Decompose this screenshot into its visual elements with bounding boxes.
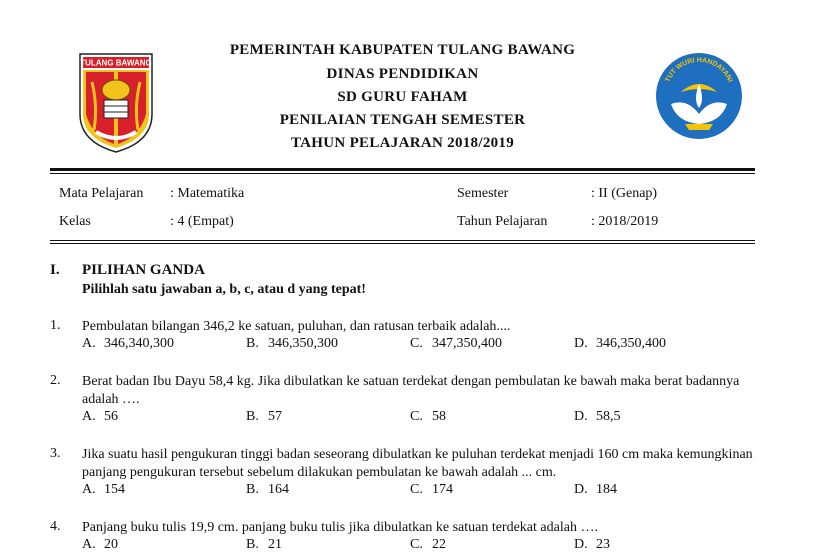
header-exam: PENILAIAN TENGAH SEMESTER [279, 112, 526, 128]
option-letter: C. [410, 409, 423, 424]
option-letter: A. [82, 537, 96, 552]
svg-text:TUT WURI HANDAYANI: TUT WURI HANDAYANI [664, 56, 734, 84]
option-value: 346,350,300 [268, 336, 338, 351]
option-b [246, 482, 289, 498]
option-value: 184 [596, 482, 617, 497]
question-text: Berat badan Ibu Dayu 58,4 kg. Jika dibulatkan ke satuan terdekat dengan pembulatan ke bawah maka berat badannya adalah …. [82, 374, 740, 407]
option-letter: C. [410, 482, 423, 497]
option-letter: B. [246, 409, 259, 424]
option-value: 347,350,400 [432, 336, 502, 351]
option-letter: D. [574, 537, 588, 552]
question-number: 2. [50, 373, 61, 388]
option-value: 174 [432, 482, 453, 497]
option-letter: B. [246, 537, 259, 552]
option-c [410, 409, 446, 425]
question-number: 3. [50, 446, 61, 461]
option-b [246, 336, 338, 352]
option-value: 56 [104, 409, 118, 424]
option-value: 346,340,300 [104, 336, 174, 351]
option-value: 20 [104, 537, 118, 552]
semester-value: : II (Genap) [591, 186, 658, 201]
option-d [574, 482, 617, 498]
svg-text:TULANG BAWANG: TULANG BAWANG [80, 58, 152, 68]
semester-label: Semester [457, 186, 509, 201]
option-d [574, 537, 610, 553]
option-value: 346,350,400 [596, 336, 666, 351]
option-d [574, 336, 666, 352]
class-label: Kelas [59, 214, 91, 229]
option-letter: A. [82, 482, 96, 497]
option-value: 164 [268, 482, 289, 497]
subject-value: : Matematika [170, 186, 245, 201]
option-value: 23 [596, 537, 610, 552]
option-letter: C. [410, 537, 423, 552]
option-letter: D. [574, 336, 588, 351]
header-rule-thick [50, 168, 755, 171]
option-a [82, 409, 118, 425]
header-rule-thin [50, 173, 755, 174]
class-value: : 4 (Empat) [170, 214, 234, 229]
option-a [82, 482, 125, 498]
option-b [246, 409, 282, 425]
option-c [410, 482, 453, 498]
section-instruction: Pilihlah satu jawaban a, b, c, atau d yang tepat! [82, 282, 366, 297]
option-value: 21 [268, 537, 282, 552]
option-value: 58,5 [596, 409, 621, 424]
option-value: 58 [432, 409, 446, 424]
option-b [246, 537, 282, 553]
subject-label: Mata Pelajaran [59, 186, 144, 201]
option-letter: B. [246, 482, 259, 497]
option-letter: D. [574, 409, 588, 424]
option-value: 57 [268, 409, 282, 424]
option-letter: D. [574, 482, 588, 497]
section-numeral: I. [50, 262, 60, 278]
section-title: PILIHAN GANDA [82, 262, 205, 278]
info-rule-2 [50, 243, 755, 244]
option-a [82, 537, 118, 553]
header-school: SD GURU FAHAM [337, 89, 468, 105]
tut-wuri-handayani-logo [651, 48, 747, 144]
option-c [410, 537, 446, 553]
year-label: Tahun Pelajaran [457, 214, 548, 229]
option-letter: A. [82, 409, 96, 424]
option-a [82, 336, 174, 352]
option-letter: A. [82, 336, 96, 351]
header-department: DINAS PENDIDIKAN [326, 66, 479, 82]
header-year: TAHUN PELAJARAN 2018/2019 [290, 135, 515, 151]
option-value: 22 [432, 537, 446, 552]
question-number: 4. [50, 519, 61, 534]
question-number: 1. [50, 318, 61, 333]
question-text: Jika suatu hasil pengukuran tinggi badan seseorang dibulatkan ke puluhan terdekat menjadi 160 cm maka kemungkinan panjang pengukuran tersebut sebelum dilakukan pembulatan ke bawah adalah ... cm. [82, 447, 753, 480]
question-text: Panjang buku tulis 19,9 cm. panjang buku tulis jika dibulatkan ke satuan terdekat adalah …. [82, 520, 598, 535]
option-d [574, 409, 621, 425]
option-c [410, 336, 502, 352]
question-text: Pembulatan bilangan 346,2 ke satuan, puluhan, dan ratusan terbaik adalah.... [82, 319, 511, 334]
header-government: PEMERINTAH KABUPATEN TULANG BAWANG [229, 42, 576, 58]
option-letter: B. [246, 336, 259, 351]
option-value: 154 [104, 482, 125, 497]
option-letter: C. [410, 336, 423, 351]
year-value: : 2018/2019 [591, 214, 659, 229]
info-rule-1 [50, 240, 755, 241]
